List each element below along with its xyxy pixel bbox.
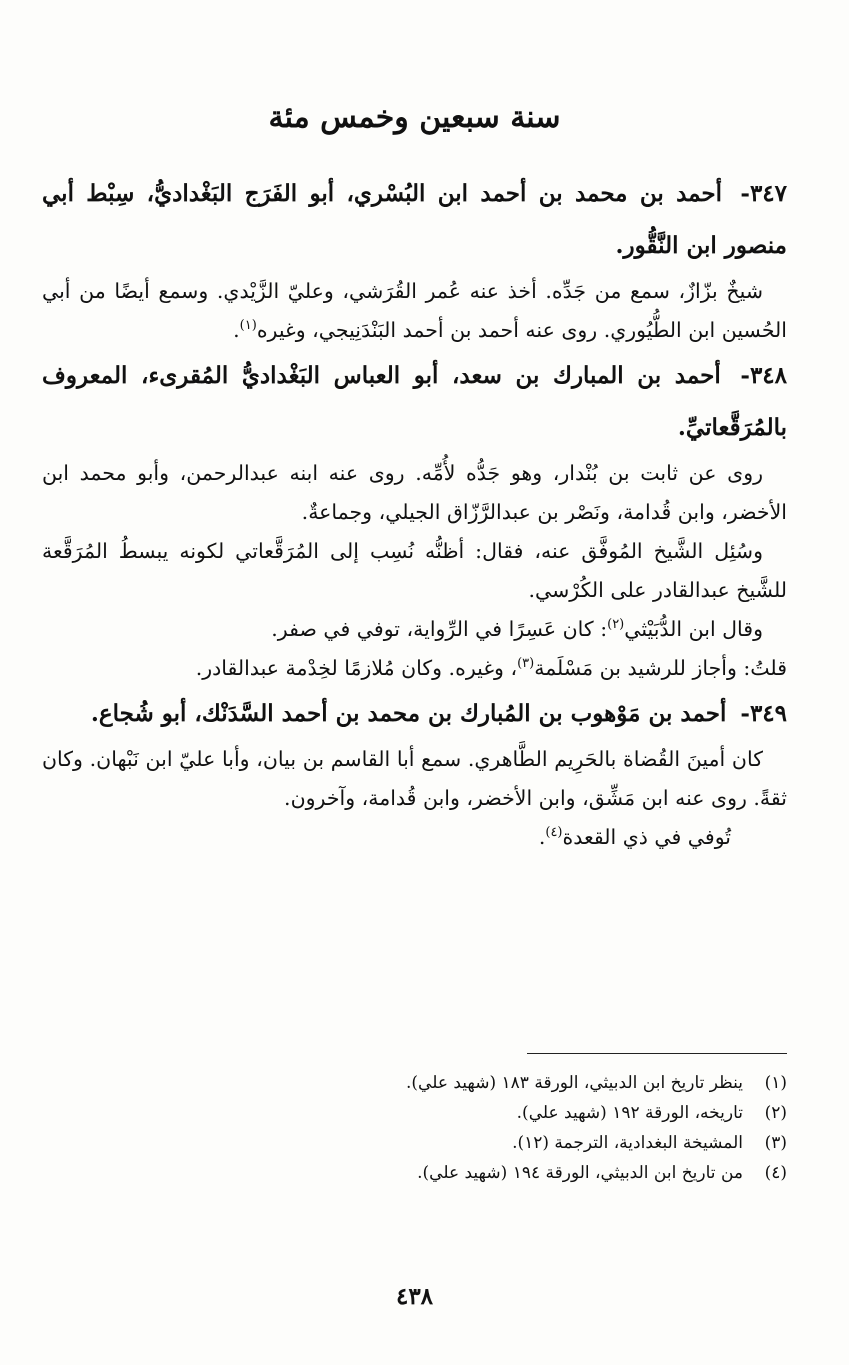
paragraph-text: : كان عَسِرًا في الرِّواية، توفي في صفر. [271, 617, 608, 641]
entry-number: ٣٤٧- [740, 180, 787, 207]
entry-paragraph: كان أمينَ القُضاة بالحَرِيم الطَّاهري. سمع أبا القاسم بن بيان، وأبا عليّ ابن نَبْهان. وكان ثقةً. روى عنه ابن مَشِّق، وابن الأخضر، وابن قُدامة، وآخرون. [42, 747, 787, 810]
entry-paragraph: وسُئِل الشَّيخ المُوفَّق عنه، فقال: أظنُّه نُسِب إلى المُرَقَّعاتي لكونه يبسطُ المُرَقَّعة للشَّيخ عبدالقادر على الكُرْسي. [42, 539, 787, 602]
footnote-ref[interactable]: (٢) [607, 617, 625, 633]
page [42, 0, 787, 1365]
paragraph-text: قلتُ: وأجاز للرشيد بن مَسْلَمة [534, 656, 787, 680]
entries [42, 168, 787, 857]
entry-number: ٣٤٨- [740, 362, 787, 389]
entry-number: ٣٤٩- [740, 700, 787, 727]
entry-heading [42, 350, 787, 454]
section-title: سنة سبعين وخمس مئة [268, 100, 561, 135]
footnote-ref[interactable]: (١) [239, 318, 257, 334]
footnote-text: المشيخة البغدادية، الترجمة (١٢). [512, 1133, 743, 1153]
footnote-item [42, 1098, 787, 1128]
page-number: ٤٣٨ [395, 1283, 434, 1310]
footnote-text: تاريخه، الورقة ١٩٢ (شهيد علي). [516, 1103, 743, 1123]
paragraph-text: . [233, 318, 240, 342]
entry-paragraph [42, 649, 787, 688]
paragraph-text: تُوفي في ذي القعدة [562, 825, 731, 849]
entry-heading [42, 168, 787, 272]
entry-title: أحمد بن مَوْهوب بن المُبارك بن محمد بن أحمد السَّدَنْك، أبو شُجاع. [90, 700, 727, 727]
footnote-item [42, 1068, 787, 1098]
footnote-ref[interactable]: (٤) [545, 825, 563, 841]
paragraph-text: . [538, 825, 546, 849]
paragraph-text: وقال ابن الدُّبَيْثي [624, 617, 763, 641]
footnote-number: (٢) [764, 1103, 787, 1123]
entry-paragraph [42, 818, 787, 857]
footnote-number: (٤) [764, 1163, 787, 1183]
footnote-number: (٣) [764, 1133, 787, 1153]
footnotes [42, 1068, 787, 1188]
footnote-number: (١) [764, 1073, 787, 1093]
paragraph-text: ، وغيره. وكان مُلازمًا لخِدْمة عبدالقادر. [195, 656, 518, 680]
entry-title: أحمد بن محمد بن أحمد ابن البُسْري، أبو الفَرَج البَغْداديُّ، سِبْط أبي منصور ابن النَّقُّور. [42, 180, 787, 259]
footnote-item [42, 1128, 787, 1158]
entry-paragraph: روى عن ثابت بن بُنْدار، وهو جَدُّه لأُمِّه. روى عنه ابنه عبدالرحمن، وأبو محمد ابن الأخضر، وابن قُدامة، ونَصْر بن عبدالرَّزّاق الجيلي، وجماعةٌ. [42, 461, 787, 524]
footnote-separator [527, 1053, 787, 1054]
entry-paragraph [42, 272, 787, 350]
entry-title: أحمد بن المبارك بن سعد، أبو العباس البَغْداديُّ المُقرىء، المعروف بالمُرَقَّعاتيِّ. [42, 362, 787, 441]
paragraph-text: شيخٌ بزّازٌ، سمع من جَدِّه. أخذ عنه عُمر القُرَشي، وعليّ الزَّيْدي. وسمع أيضًا من أبي الحُسين ابن الطُّيُوري. روى عنه أحمد بن أحمد البَنْدَنِيجي، وغيره [42, 279, 787, 342]
footnote-text: ينظر تاريخ ابن الدبيثي، الورقة ١٨٣ (شهيد علي). [405, 1073, 743, 1093]
footnote-text: من تاريخ ابن الدبيثي، الورقة ١٩٤ (شهيد علي). [417, 1163, 743, 1183]
footnote-item [42, 1158, 787, 1188]
entry-paragraph [42, 610, 787, 649]
entry-heading [42, 688, 787, 740]
footnote-ref[interactable]: (٣) [517, 656, 535, 672]
